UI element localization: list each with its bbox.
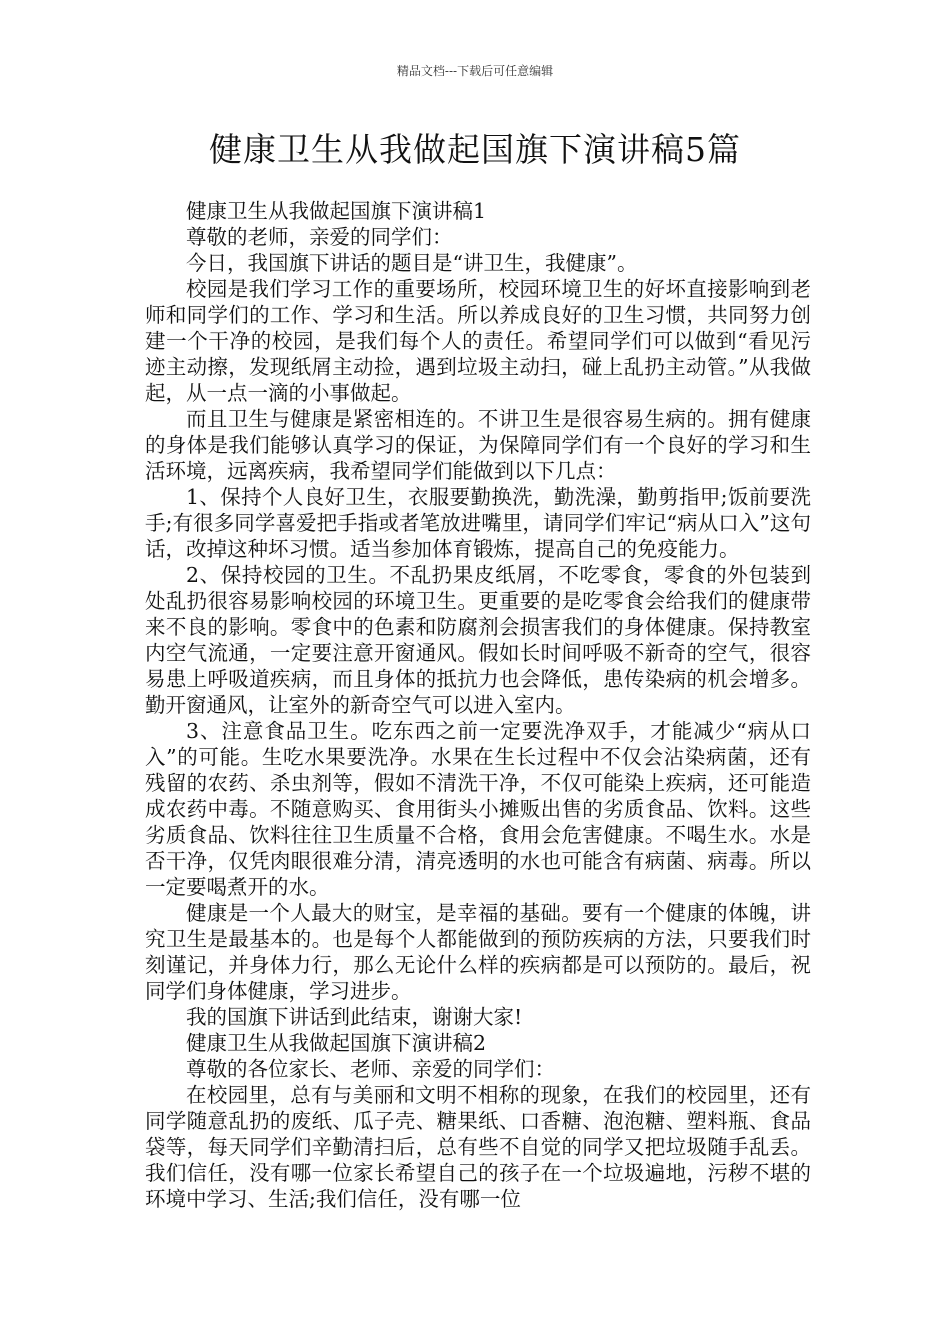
paragraph: 在校园里，总有与美丽和文明不相称的现象，在我们的校园里，还有同学随意乱扔的废纸、瓜子壳、糖果纸、口香糖、泡泡糖、塑料瓶、食品袋等，每天同学们辛勤清扫后，总有些不自觉的同学又把垃圾随手乱丢。我们信任，没有哪一位家长希望自己的孩子在一个垃圾遍地，污秽不堪的环境中学习、生活;我们信任，没有哪一位 — [145, 1083, 811, 1211]
paragraph: 而且卫生与健康是紧密相连的。不讲卫生是很容易生病的。拥有健康的身体是我们能够认真学习的保证，为保障同学们有一个良好的学习和生活环境，远离疾病，我希望同学们能做到以下几点： — [145, 407, 811, 483]
paragraph: 健康是一个人最大的财宝，是幸福的基础。要有一个健康的体魄，讲究卫生是最基本的。也是每个人都能做到的预防疾病的方法，只要我们时刻谨记，并身体力行，那么无论什么样的疾病都是可以预防的。最后，祝同学们身体健康，学习进步。 — [145, 901, 811, 1003]
document-body — [145, 198, 811, 1212]
section-heading-2: 健康卫生从我做起国旗下演讲稿2 — [186, 1031, 487, 1055]
paragraph: 校园是我们学习工作的重要场所，校园环境卫生的好坏直接影响到老师和同学们的工作、学习和生活。所以养成良好的卫生习惯，共同努力创建一个干净的校园，是我们每个人的责任。希望同学们可以做到“看见污迹主动擦，发现纸屑主动捡，遇到垃圾主动扫，碰上乱扔主动管。”从我做起，从一点一滴的小事做起。 — [145, 277, 811, 405]
closing-line: 我的国旗下讲话到此结束，谢谢大家! — [186, 1005, 523, 1029]
list-item-paragraph: 1、保持个人良好卫生，衣服要勤换洗，勤洗澡，勤剪指甲;饭前要洗手;有很多同学喜爱把手指或者笔放进嘴里，请同学们牢记“病从口入”这句话，改掉这种坏习惯。适当参加体育锻炼，提高自己的免疫能力。 — [145, 485, 811, 561]
paragraph: 今日，我国旗下讲话的题目是“讲卫生，我健康”。 — [186, 251, 638, 275]
list-item-paragraph: 3、注意食品卫生。吃东西之前一定要洗净双手，才能减少“病从口入”的可能。生吃水果要洗净。水果在生长过程中不仅会沾染病菌，还有残留的农药、杀虫剂等，假如不清洗干净，不仅可能染上疾病，还可能造成农药中毒。不随意购买、食用街头小摊贩出售的劣质食品、饮料。这些劣质食品、饮料往往卫生质量不合格，食用会危害健康。不喝生水。水是否干净，仅凭肉眼很难分清，清亮透明的水也可能含有病菌、病毒。所以一定要喝煮开的水。 — [145, 719, 811, 899]
list-item-paragraph: 2、保持校园的卫生。不乱扔果皮纸屑，不吃零食，零食的外包装到处乱扔很容易影响校园的环境卫生。更重要的是吃零食会给我们的健康带来不良的影响。零食中的色素和防腐剂会损害我们的身体健康。保持教室内空气流通，一定要注意开窗通风。假如长时间呼吸不新奇的空气，很容易患上呼吸道疾病，而且身体的抵抗力也会降低，患传染病的机会增多。勤开窗通风，让室外的新奇空气可以进入室内。 — [145, 563, 811, 717]
section-heading-1: 健康卫生从我做起国旗下演讲稿1 — [186, 199, 487, 223]
document-title: 健康卫生从我做起国旗下演讲稿5篇 — [209, 130, 741, 169]
page-header: 精品文档---下载后可任意编辑 — [396, 64, 554, 78]
salutation-1: 尊敬的老师，亲爱的同学们： — [186, 225, 453, 249]
salutation-2: 尊敬的各位家长、老师、亲爱的同学们： — [186, 1057, 555, 1081]
